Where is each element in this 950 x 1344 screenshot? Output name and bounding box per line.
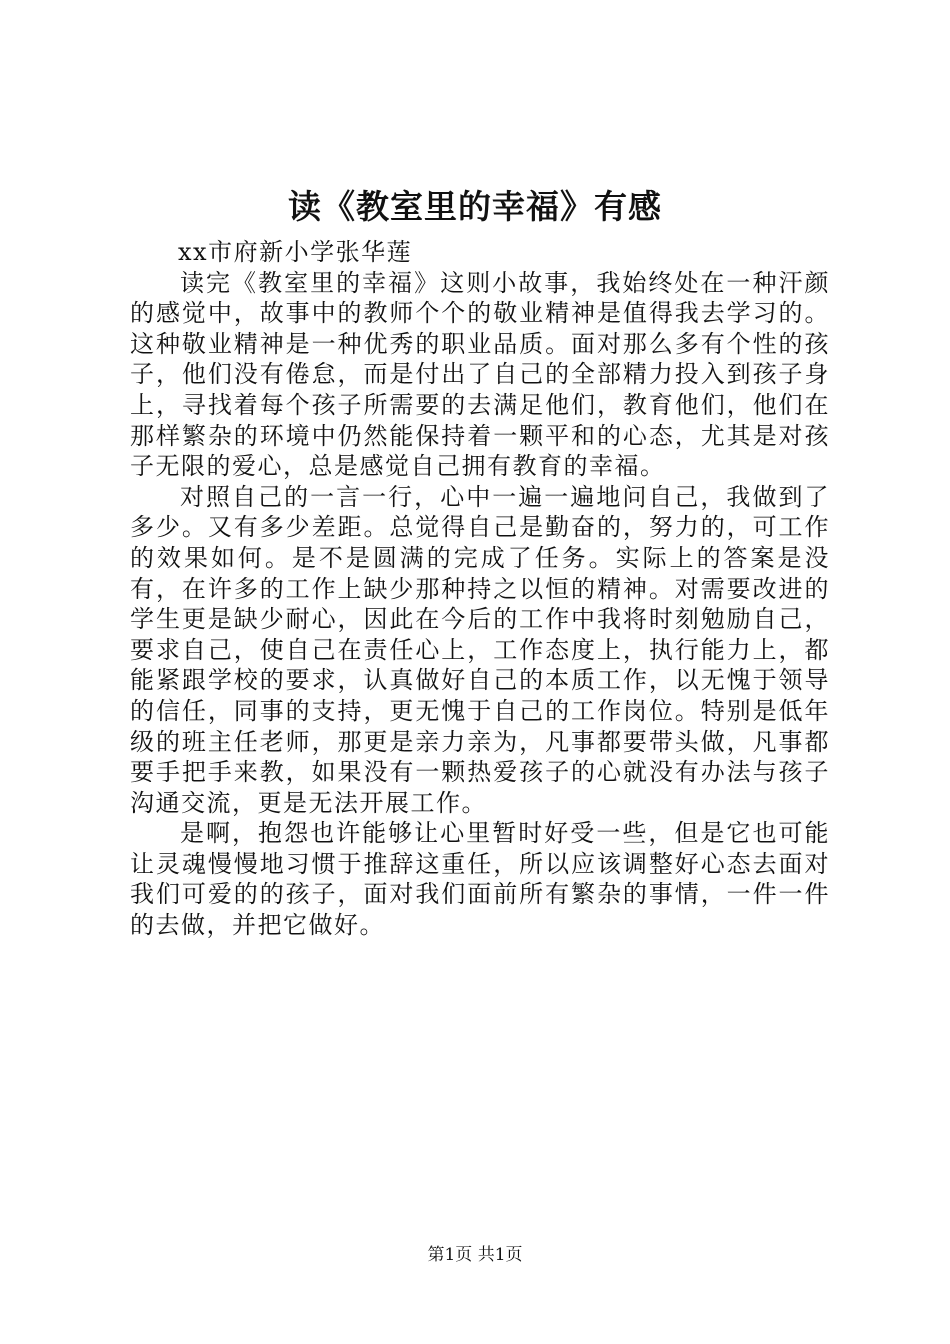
author-line: xx市府新小学张华莲 [178, 238, 413, 266]
paragraph-2: 对照自己的一言一行，心中一遍一遍地问自己，我做到了多少。又有多少差距。总觉得自己是勤奋的，努力的，可工作的效果如何。是不是圆满的完成了任务。实际上的答案是没有，在许多的工作上缺少那种持之以恒的精神。对需要改进的学生更是缺少耐心，因此在今后的工作中我将时刻勉励自己，要求自己，使自己在责任心上，工作态度上，执行能力上，都能紧跟学校的要求，认真做好自己的本质工作，以无愧于领导的信任，同事的支持，更无愧于自己的工作岗位。特别是低年级的班主任老师，那更是亲力亲为，凡事都要带头做，凡事都要手把手来教，如果没有一颗热爱孩子的心就没有办法与孩子沟通交流，更是无法开展工作。 [130, 482, 830, 817]
page-footer: 第1页 共1页 [427, 1245, 523, 1265]
paragraph-3: 是啊，抱怨也许能够让心里暂时好受一些，但是它也可能让灵魂慢慢地习惯于推辞这重任，所以应该调整好心态去面对我们可爱的的孩子，面对我们面前所有繁杂的事情，一件一件的去做，并把它做好。 [130, 819, 830, 940]
paragraph-1: 读完《教室里的幸福》这则小故事，我始终处在一种汗颜的感觉中，故事中的教师个个的敬业精神是值得我去学习的。这种敬业精神是一种优秀的职业品质。面对那么多有个性的孩子，他们没有倦怠，而是付出了自己的全部精力投入到孩子身上，寻找着每个孩子所需要的去满足他们，教育他们，他们在那样繁杂的环境中仍然能保持着一颗平和的心态，尤其是对孩子无限的爱心，总是感觉自己拥有教育的幸福。 [130, 268, 830, 481]
page-title: 读《教室里的幸福》有感 [288, 187, 662, 226]
document-body [130, 237, 830, 941]
